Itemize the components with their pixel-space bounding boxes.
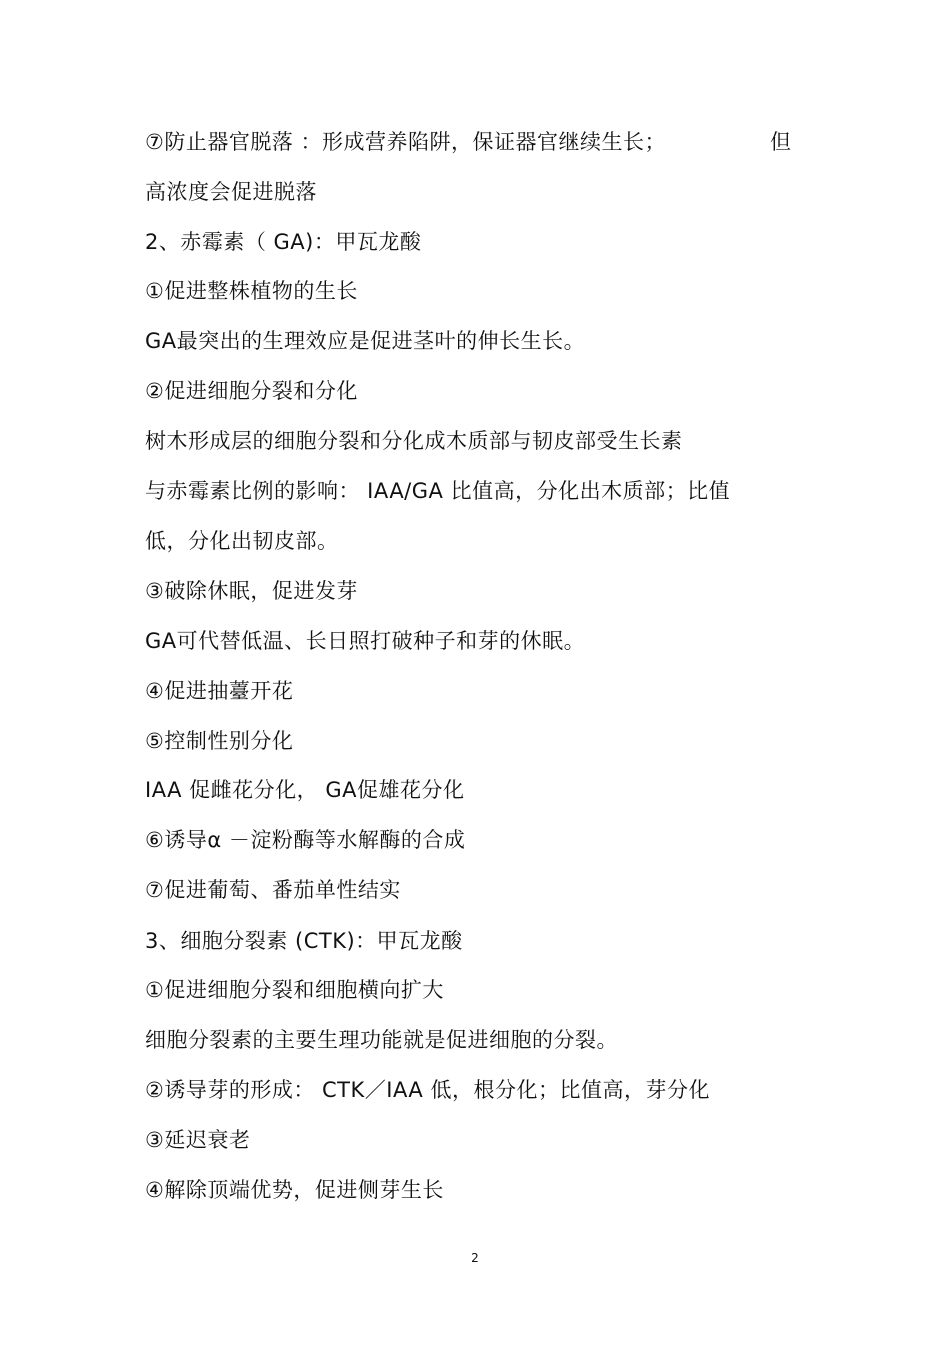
text-line: GA最突出的生理效应是促进茎叶的伸长生长。	[145, 329, 586, 353]
section-heading: 3、细胞分裂素 (CTK)：甲瓦龙酸	[145, 929, 463, 953]
text-line: GA可代替低温、长日照打破种子和芽的休眠。	[145, 629, 586, 653]
page-number: 2	[471, 1251, 479, 1265]
text-line: ⑦防止器官脱落 ：形成营养陷阱，保证器官继续生长；	[145, 130, 666, 154]
text-line: ①促进细胞分裂和细胞横向扩大	[145, 978, 444, 1002]
text-line: ⑦促进葡萄、番茄单性结实	[145, 878, 401, 902]
text-line: 低，分化出韧皮部。	[145, 529, 339, 553]
text-line: ③延迟衰老	[145, 1128, 251, 1152]
text-line: ④促进抽薹开花	[145, 679, 294, 703]
text-line: ⑤控制性别分化	[145, 729, 294, 753]
text-line: 高浓度会促进脱落	[145, 180, 317, 204]
text-line: ②促进细胞分裂和分化	[145, 379, 358, 403]
text-line: 树木形成层的细胞分裂和分化成木质部与韧皮部受生长素	[145, 429, 683, 453]
text-line: ①促进整株植物的生长	[145, 279, 358, 303]
text-line: ②诱导芽的形成： CTK／IAA 低，根分化；比值高，芽分化	[145, 1078, 710, 1102]
text-line: ③破除休眠，促进发芽	[145, 579, 358, 603]
section-heading: 2、赤霉素（ GA)：甲瓦龙酸	[145, 230, 422, 254]
text-line-tail: 但	[770, 130, 791, 154]
text-line: ④解除顶端优势，促进侧芽生长	[145, 1178, 444, 1202]
text-line: IAA 促雌花分化， GA促雄花分化	[145, 778, 465, 802]
text-line: ⑥诱导α －淀粉酶等水解酶的合成	[145, 828, 466, 852]
text-line: 细胞分裂素的主要生理功能就是促进细胞的分裂。	[145, 1028, 618, 1052]
text-line: 与赤霉素比例的影响： IAA/GA 比值高，分化出木质部；比值	[145, 479, 731, 503]
